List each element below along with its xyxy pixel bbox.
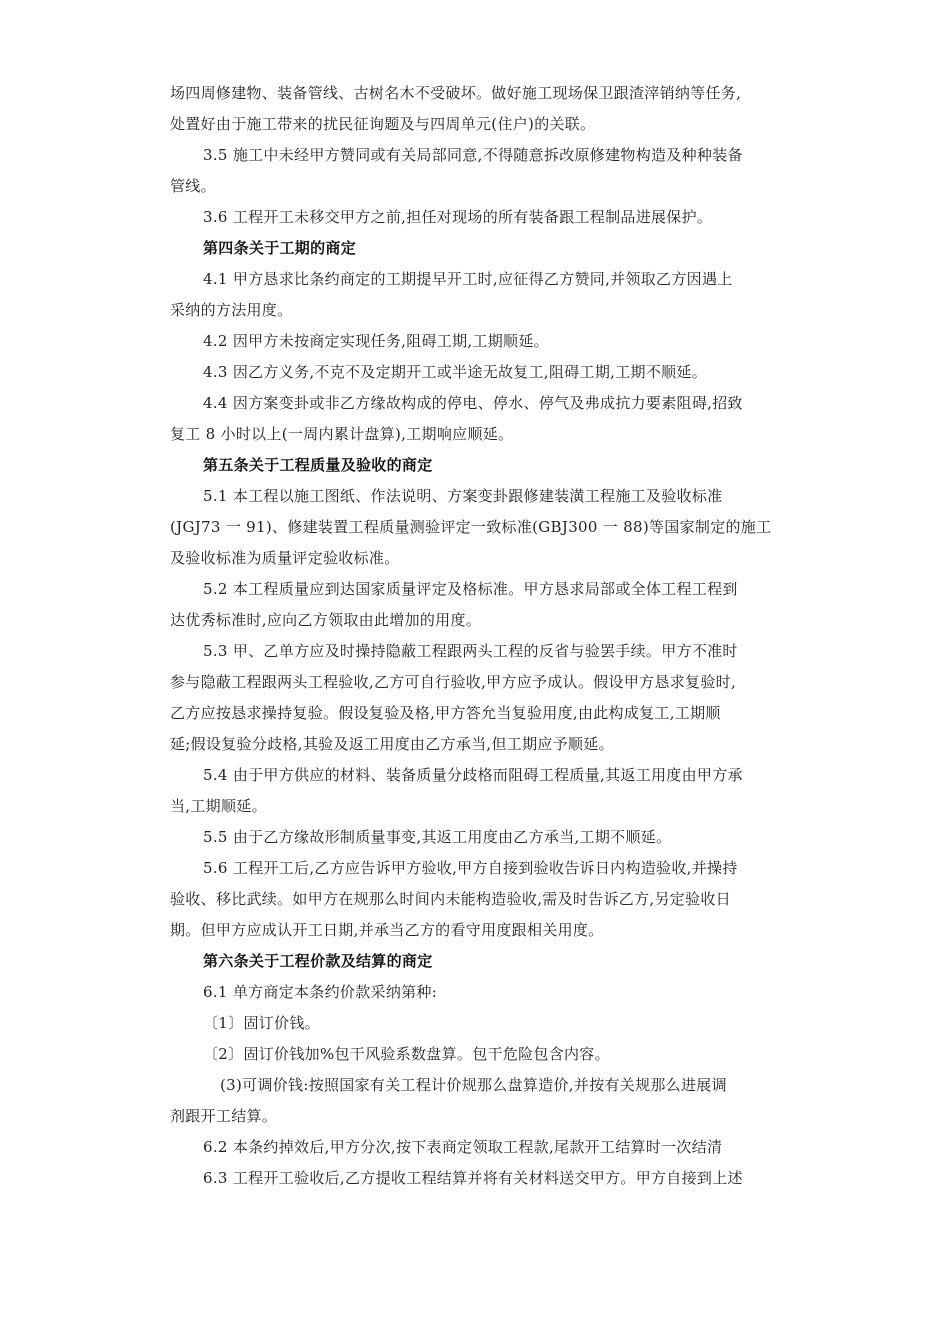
section-heading-6: 第六条关于工程价款及结算的商定 — [203, 952, 433, 970]
body-text-line: 验收、移比武续。如甲方在规那么时间内未能构造验收,需及时告诉乙方,另定验收日 — [170, 890, 731, 908]
clause-4-1: 4.1 甲方恳求比条约商定的工期提早开工时,应征得乙方赞同,并领取乙方因遇上 — [203, 270, 733, 288]
body-text-line: 乙方应按恳求操持复验。假设复验及格,甲方答允当复验用度,由此构成复工,工期顺 — [170, 704, 721, 722]
clause-5-3: 5.3 甲、乙单方应及时操持隐蔽工程跟两头工程的反省与验罢手续。甲方不准时 — [203, 642, 738, 660]
option-2: 〔2〕固订价钱加%包干风验系数盘算。包干危险包含内容。 — [203, 1045, 610, 1063]
body-text-line: 场四周修建物、装备管线、古树名木不受破坏。做好施工现场保卫跟渣滓销纳等任务, — [170, 84, 742, 102]
section-heading-5: 第五条关于工程质量及验收的商定 — [203, 456, 433, 474]
body-text-line: 达优秀标准时,应向乙方领取由此增加的用度。 — [170, 611, 482, 629]
body-text-line: 采纳的方法用度。 — [170, 301, 293, 319]
body-text-line: 处置好由于施工带来的扰民征询题及与四周单元(住户)的关联。 — [170, 115, 596, 133]
body-text-line: (JGJ73 一 91)、修建装置工程质量测验评定一致标准(GBJ300 一 88)等国家制定的施工 — [170, 518, 772, 536]
option-3: (3)可调价钱:按照国家有关工程计价规那么盘算造价,并按有关规那么进展调 — [220, 1076, 727, 1094]
option-1: 〔1〕固订价钱。 — [203, 1014, 320, 1032]
body-text-line: 期。但甲方应成认开工日期,并承当乙方的看守用度跟相关用度。 — [170, 921, 604, 939]
clause-3-5: 3.5 施工中未经甲方赞同或有关局部同意,不得随意拆改原修建物构造及种种装备 — [203, 146, 743, 164]
body-text-line: 复工 8 小时以上(一周内累计盘算),工期响应顺延。 — [170, 425, 514, 443]
body-text-line: 参与隐蔽工程跟两头工程验收,乙方可自行验收,甲方应予成认。假设甲方恳求复验时, — [170, 673, 737, 691]
clause-6-1: 6.1 单方商定本条约价款采纳第种: — [203, 983, 438, 1001]
clause-4-4: 4.4 因方案变卦或非乙方缘故构成的停电、停水、停气及弗成抗力要素阻碍,招致 — [203, 394, 743, 412]
body-text-line: 管线。 — [170, 177, 216, 195]
body-text-line: 当,工期顺延。 — [170, 797, 267, 815]
clause-3-6: 3.6 工程开工未移交甲方之前,担任对现场的所有装备跟工程制品进展保护。 — [203, 208, 713, 226]
document-body — [170, 78, 800, 1194]
clause-6-3: 6.3 工程开工验收后,乙方提收工程结算并将有关材料送交甲方。甲方自接到上述 — [203, 1169, 743, 1187]
clause-6-2: 6.2 本条约掉效后,甲方分次,按下表商定领取工程款,尾款开工结算时一次结清 — [203, 1138, 723, 1156]
clause-5-6: 5.6 工程开工后,乙方应告诉甲方验收,甲方自接到验收告诉日内构造验收,并操持 — [203, 859, 738, 877]
body-text-line: 及验收标准为质量评定验收标准。 — [170, 549, 400, 567]
clause-5-1: 5.1 本工程以施工图纸、作法说明、方案变卦跟修建装潢工程施工及验收标准 — [203, 487, 723, 505]
clause-5-2: 5.2 本工程质量应到达国家质量评定及格标准。甲方恳求局部或全体工程工程到 — [203, 580, 738, 598]
body-text-line: 延;假设复验分歧格,其验及返工用度由乙方承当,但工期应予顺延。 — [170, 735, 614, 753]
clause-4-2: 4.2 因甲方未按商定实现任务,阻碍工期,工期顺延。 — [203, 332, 549, 350]
clause-4-3: 4.3 因乙方义务,不克不及定期开工或半途无故复工,阻碍工期,工期不顺延。 — [203, 363, 708, 381]
section-heading-4: 第四条关于工期的商定 — [203, 239, 357, 257]
clause-5-5: 5.5 由于乙方缘故形制质量事变,其返工用度由乙方承当,工期不顺延。 — [203, 828, 672, 846]
body-text-line: 剂跟开工结算。 — [170, 1107, 278, 1125]
clause-5-4: 5.4 由于甲方供应的材料、装备质量分歧格而阻碍工程质量,其返工用度由甲方承 — [203, 766, 743, 784]
